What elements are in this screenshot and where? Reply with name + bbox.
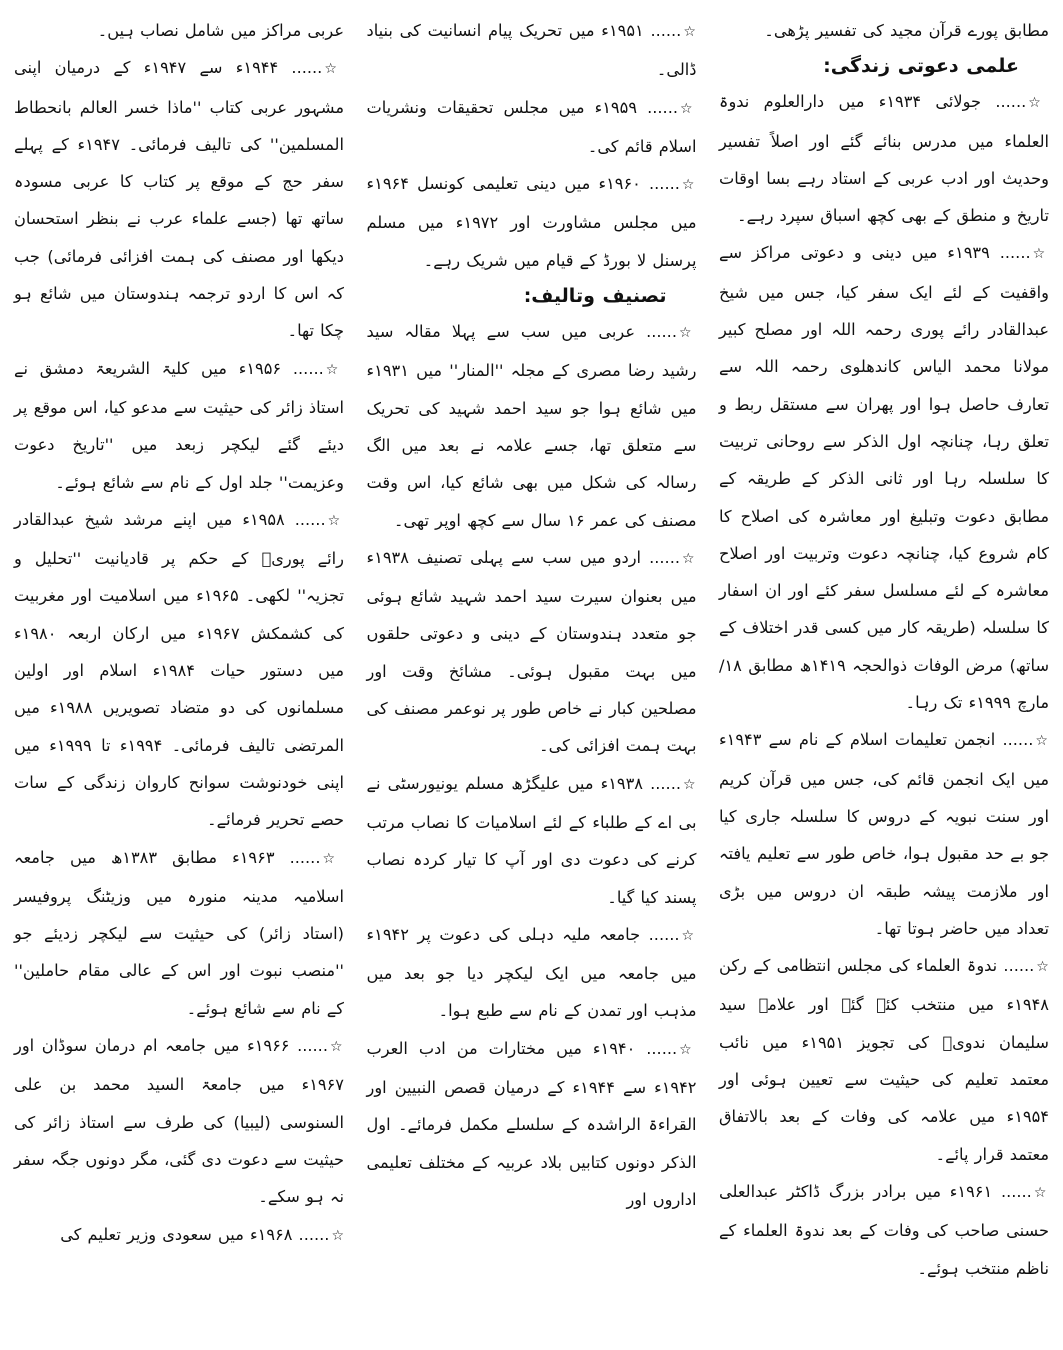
paragraph bbox=[367, 165, 697, 279]
text-column-left bbox=[14, 12, 344, 1350]
paragraph bbox=[719, 721, 1049, 947]
paragraph bbox=[367, 89, 697, 166]
star-bullet-icon: ☆ bbox=[683, 24, 697, 40]
paragraph-text: ...... جامعہ ملیہ دہلی کی دعوت پر ۱۹۴۲ء میں جامعہ میں ایک لیکچر دیا جو بعد میں مذہب اور تمدن کے نام سے طبع ہوا۔ bbox=[366, 924, 697, 1021]
paragraph-text: ...... ۱۹۵۶ء میں کلیۃ الشریعۃ دمشق نے استاذ زائر کی حیثیت سے مدعو کیا، اس موقع پر دیئے گئے لیکچر زبعد میں ''تاریخ دعوت وعزیمت'' جلد اول کے نام سے شائع ہوئے۔ bbox=[14, 358, 344, 492]
star-bullet-icon: ☆ bbox=[682, 550, 697, 567]
paragraph-text: مطابق پورے قرآن مجید کی تفسیر پڑھی۔ bbox=[764, 21, 1049, 40]
text-column-middle bbox=[367, 12, 697, 1350]
paragraph-text: ...... ۱۹۳۹ء میں دینی و دعوتی مراکز سے واقفیت کے لئے ایک سفر کیا، جس میں شیخ عبدالقادر رائے پوری رحمہ اللہ اور مصلح کبیر مولانا محمد الیاس کاندھلوی رحمہ اللہ سے تعارف حاصل ہوا اور پھران سے مستقل ربط و تعلق رہا، چنانچہ اول الذکر سے روحانی تربیت کا سلسلہ رہا اور ثانی الذکر کے طریقہ کے مطابق دعوت وتبلیغ اور معاشرہ کی اصلاح کا کام شروع کیا، چنانچہ دعوت وتربیت اور اصلاح معاشرہ کے لئے مسلسل سفر کئے اور ان اسفار کا سلسلہ (طریقہ کار میں کسی قدر اختلاف کے ساتھ) مرض الوفات ذوالحجہ ۱۴۱۹ھ مطابق ۱۸/ مارچ ۱۹۹۹ء تک رہا۔ bbox=[719, 243, 1050, 713]
paragraph-text: ...... ۱۹۶۸ء میں سعودی وزیر تعلیم کی bbox=[60, 1224, 330, 1244]
star-bullet-icon: ☆ bbox=[1036, 959, 1049, 976]
star-bullet-icon: ☆ bbox=[322, 850, 344, 867]
paragraph bbox=[367, 12, 697, 89]
star-bullet-icon: ☆ bbox=[681, 177, 697, 194]
paragraph bbox=[719, 1173, 1049, 1287]
paragraph bbox=[719, 83, 1049, 234]
paragraph-text: ...... ۱۹۶۰ء میں دینی تعلیمی کونسل ۱۹۶۴ء میں مجلس مشاورت اور ۱۹۷۲ء میں مسلم پرسنل لا بورڈ کے قیام میں شریک رہے۔ bbox=[366, 174, 697, 270]
paragraph bbox=[719, 234, 1049, 721]
star-bullet-icon: ☆ bbox=[331, 1227, 344, 1244]
star-bullet-icon: ☆ bbox=[1033, 1184, 1049, 1201]
paragraph-text: ...... انجمن تعلیمات اسلام کے نام سے ۱۹۴۳ء میں ایک انجمن قائم کی، جس میں قرآن کریم اور سنت نبویہ کے دروس کا سلسلہ جاری کیا جو بے حد مقبول ہوا، خاص طور سے تعلیم یافتہ اور ملازمت پیشہ طبقہ ان دروس میں بڑی تعداد میں حاضر ہوتا تھا۔ bbox=[719, 730, 1049, 938]
paragraph bbox=[367, 916, 697, 1030]
star-bullet-icon: ☆ bbox=[682, 776, 697, 793]
paragraph bbox=[14, 49, 344, 349]
section-heading-text: علمی دعوتی زندگی: bbox=[823, 55, 1019, 78]
paragraph-text: ...... جولائی ۱۹۳۴ء میں دارالعلوم ندوۃ العلماء میں مدرس بنائے گئے اور اصلاً تفسیر وحدیث اور ادب عربی کے استاد رہے بسا اوقات تاریخ و منطق کے بھی کچھ اسباق سپرد رہے۔ bbox=[719, 92, 1049, 226]
paragraph bbox=[14, 501, 344, 839]
section-heading bbox=[719, 49, 1019, 83]
paragraph-text: ...... ۱۹۵۹ء میں مجلس تحقیقات ونشریات اسلام قائم کی۔ bbox=[366, 97, 697, 156]
paragraph-text: ...... ۱۹۶۳ء مطابق ۱۳۸۳ھ میں جامعہ اسلامیہ مدینہ منورہ میں وزیٹنگ پروفیسر (استاد زائر) کی حیثیت سے لیکچر زدیئے جو ''منصب نبوت اور اس کے عالی مقام حاملین'' کے نام سے شائع ہوئے۔ bbox=[14, 847, 344, 1018]
paragraph-text: ...... ۱۹۴۰ء میں مختارات من ادب العرب ۱۹۴۲ء سے ۱۹۴۴ء کے درمیان قصص النبیین اور القراءۃ الراشدہ کے سلسلے مکمل فرمائے۔ اول الذکر دونوں کتابیں بلاد عربیہ کے مختلف تعلیمی اداروں اور bbox=[366, 1038, 697, 1209]
star-bullet-icon: ☆ bbox=[678, 325, 697, 342]
paragraph-text: ...... اردو میں سب سے پہلی تصنیف ۱۹۳۸ء میں بعنوان سیرت سید احمد شہید شائع ہوئی جو متعدد ہندوستان کے دینی و دعوتی حلقوں میں بہت مقبول ہوئی۔ مشائخ وقت اور مصلحین کبار نے خاص طور پر نوعمر مصنف کی بہت ہمت افزائی کی۔ bbox=[366, 547, 697, 756]
paragraph bbox=[14, 12, 344, 49]
paragraph bbox=[14, 839, 344, 1027]
star-bullet-icon: ☆ bbox=[679, 1041, 697, 1058]
section-heading-text: تصنیف وتالیف: bbox=[523, 285, 667, 308]
paragraph bbox=[14, 350, 344, 501]
star-bullet-icon: ☆ bbox=[327, 512, 344, 529]
paragraph bbox=[367, 765, 697, 916]
star-bullet-icon: ☆ bbox=[325, 361, 344, 378]
paragraph bbox=[719, 947, 1049, 1173]
text-column-right bbox=[719, 12, 1049, 1350]
star-bullet-icon: ☆ bbox=[329, 1039, 344, 1056]
paragraph bbox=[367, 539, 697, 765]
paragraph-text: ...... ۱۹۶۶ء میں جامعہ ام درمان سوڈان اور ۱۹۶۷ء میں جامعۃ السید محمد بن علی السنوسی (لیبیا) کی طرف سے استاذ زائر کی حیثیت سے دعوت دی گئی، مگر دونوں جگہ سفر نہ ہو سکے۔ bbox=[14, 1036, 344, 1207]
section-heading bbox=[367, 279, 667, 313]
paragraph bbox=[367, 313, 697, 539]
paragraph bbox=[14, 1216, 344, 1255]
star-bullet-icon: ☆ bbox=[1028, 95, 1049, 112]
paragraph-text: ...... ۱۹۵۸ء میں اپنے مرشد شیخ عبدالقادر رائے پوریؒ کے حکم پر قادیانیت ''تحلیل و تجزیہ'' لکھی۔ ۱۹۶۵ء میں اسلامیت اور مغربیت کی کشمکش ۱۹۶۷ء میں ارکان اربعہ ۱۹۸۰ء میں دستور حیات ۱۹۸۴ء اسلام اور اولین مسلمانوں کی دو متضاد تصویریں ۱۹۸۸ء میں المرتضی تالیف فرمائی۔ ۱۹۹۴ء تا ۱۹۹۹ء میں اپنی خودنوشت سوانح کاروان زندگی کے سات حصے تحریر فرمائے۔ bbox=[14, 509, 344, 830]
star-bullet-icon: ☆ bbox=[324, 61, 344, 78]
star-bullet-icon: ☆ bbox=[681, 927, 697, 944]
paragraph bbox=[367, 1030, 697, 1218]
paragraph-text: ...... ۱۹۵۱ء میں تحریک پیام انسانیت کی بنیاد ڈالی۔ bbox=[366, 21, 697, 80]
paragraph bbox=[719, 12, 1049, 49]
paragraph bbox=[14, 1027, 344, 1215]
paragraph-text: عربی مراکز میں شامل نصاب ہیں۔ bbox=[97, 21, 344, 40]
paragraph-text: ...... ندوۃ العلماء کی مجلس انتظامی کے رکن ۱۹۴۸ء میں منتخب کئے گئے اور علامہ سید سلیمان ندویؒ کی تجویز ۱۹۵۱ء میں نائب معتمد تعلیم کی حیثیت سے تعیین ہوئی اور ۱۹۵۴ء میں علامہ کی وفات کے بعد بالاتفاق معتمد قرار پائے۔ bbox=[719, 956, 1049, 1164]
star-bullet-icon: ☆ bbox=[1032, 246, 1049, 263]
paragraph-text: ...... ۱۹۳۸ء میں علیگڑھ مسلم یونیورسٹی نے بی اے کے طلباء کے لئے اسلامیات کا نصاب مرتب کرنے کی دعوت دی اور آپ کا تیار کردہ نصاب پسند کیا گیا۔ bbox=[366, 773, 697, 907]
star-bullet-icon: ☆ bbox=[679, 100, 697, 117]
paragraph-text: ...... ۱۹۶۱ء میں برادر بزرگ ڈاکٹر عبدالعلی حسنی صاحب کی وفات کے بعد ندوۃ العلماء کے ناظم منتخب ہوئے۔ bbox=[719, 1181, 1049, 1278]
star-bullet-icon: ☆ bbox=[1035, 733, 1049, 750]
paragraph-text: ...... عربی میں سب سے پہلا مقالہ سید رشید رضا مصری کے مجلہ ''المنار'' میں ۱۹۳۱ء میں شائع ہوا جو سید احمد شہید کی تحریک سے متعلق تھا، جسے علامہ نے بعد میں الگ رسالہ کی شکل میں بھی شائع کیا، اس وقت مصنف کی عمر ۱۶ سال سے کچھ اوپر تھی۔ bbox=[366, 322, 697, 530]
paragraph-text: ...... ۱۹۴۴ء سے ۱۹۴۷ء کے درمیان اپنی مشہور عربی کتاب ''ماذا خسر العالم بانحطاط المسلمین'' کی تالیف فرمائی۔ ۱۹۴۷ء کے پہلے سفر حج کے موقع پر کتاب کا عربی مسودہ ساتھ تھا (جسے علماء عرب نے بنظر استحسان دیکھا اور مصنف کی ہمت افزائی فرمائی) جب کہ اس کا اردو ترجمہ ہندوستان میں شائع ہو چکا تھا۔ bbox=[14, 58, 344, 341]
